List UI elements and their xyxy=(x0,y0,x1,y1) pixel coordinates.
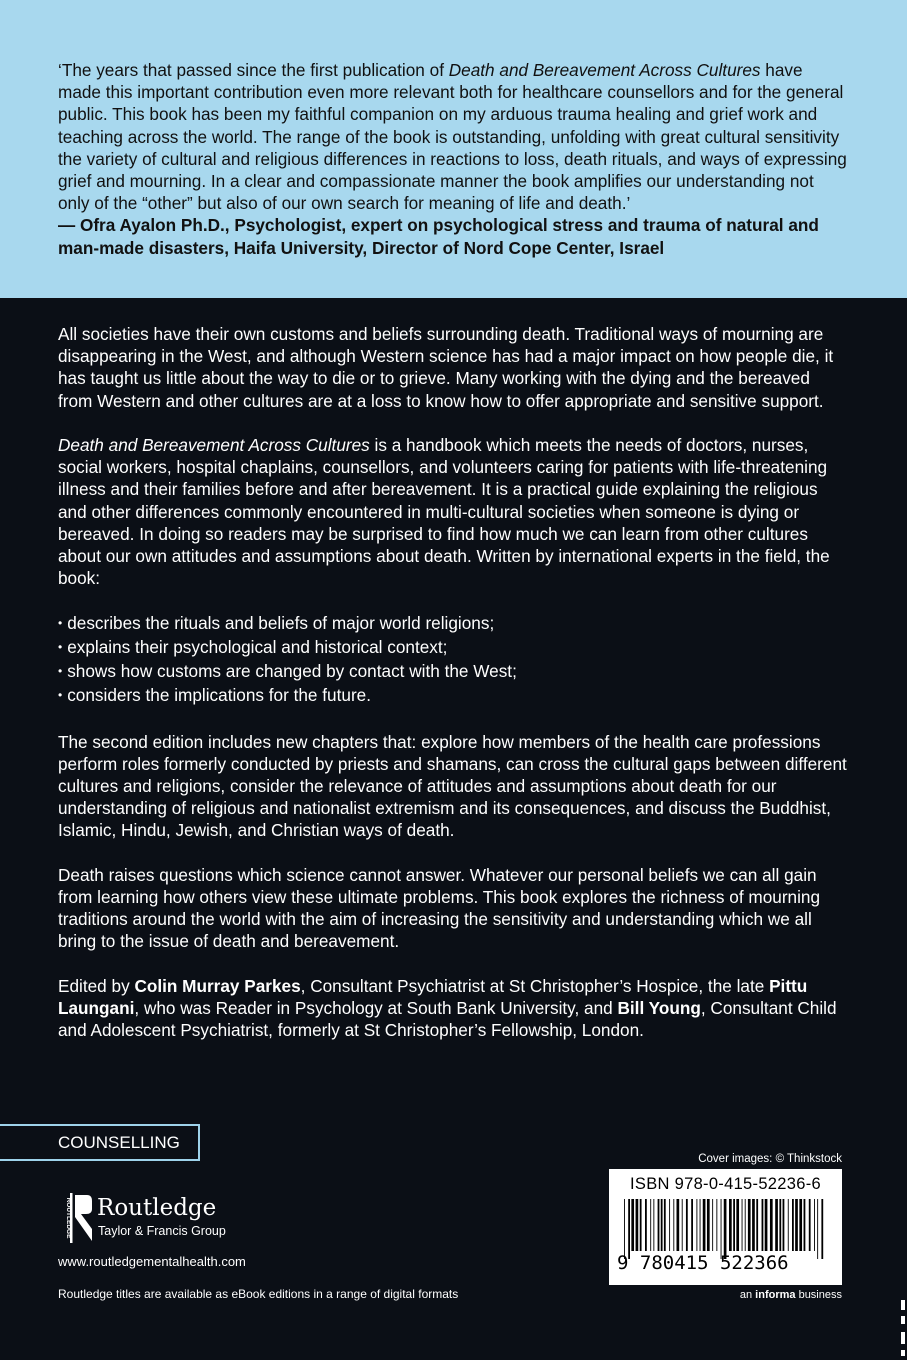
barcode-bar xyxy=(729,1199,732,1251)
vertical-wordmark: ROUTLEDGE xyxy=(65,1197,72,1239)
informa-business xyxy=(740,1289,842,1301)
routledge-logo-icon xyxy=(57,1193,93,1243)
barcode-bar xyxy=(696,1199,697,1251)
barcode-bar xyxy=(756,1199,758,1251)
barcode-bar xyxy=(658,1199,660,1251)
barcode-bar xyxy=(795,1199,798,1251)
editor-bio: , Consultant Psychiatrist at St Christopher’s Hospice, the late xyxy=(300,975,770,996)
list-item: • considers the implications for the future. xyxy=(58,684,848,708)
barcode-bar xyxy=(724,1199,727,1259)
category-label-box xyxy=(0,1124,200,1161)
editor-name: Pittu Laungani xyxy=(58,975,808,1019)
description-paragraph-2-body: is a handbook which meets the needs of doctors, nurses, social workers, hospital chaplains, counsellors, and volunteers caring for patients with life-threatening illness and their families before and after bereavement. It is a practical guide explaining the religious and other differences commonly encountered in multi-cultural societies when someone is dying or bereaved. In doing so readers may be surprised to find how much we can learn from other cultures about our own attitudes and assumptions about death. Written by international experts in the field, the book: xyxy=(58,435,830,589)
barcode-bar xyxy=(645,1199,647,1251)
description-paragraph-2 xyxy=(58,434,848,589)
ean-digits: 9 780415 522366 xyxy=(617,1252,789,1274)
publisher-group: Taylor & Francis Group xyxy=(98,1224,226,1238)
isbn-barcode xyxy=(609,1169,842,1285)
isbn-label: ISBN 978-0-415-52236-6 xyxy=(630,1175,821,1193)
publisher-logo xyxy=(57,1193,257,1243)
editor-name: Bill Young xyxy=(617,998,701,1019)
barcode-bar xyxy=(628,1199,630,1259)
barcode-bar xyxy=(664,1199,666,1251)
editor-name: Colin Murray Parkes xyxy=(134,975,301,996)
publisher-name: Routledge xyxy=(97,1195,217,1221)
publisher-website[interactable]: www.routledgementalhealth.com xyxy=(58,1254,246,1269)
book-description xyxy=(58,323,848,1064)
barcode-bar xyxy=(809,1199,811,1251)
editor-bio: , who was Reader in Psychology at South Bank University, and xyxy=(134,998,618,1019)
ebook-note: Routledge titles are available as eBook editions in a range of digital formats xyxy=(58,1287,459,1301)
list-item: • explains their psychological and historical context; xyxy=(58,636,848,660)
barcode-bar xyxy=(721,1199,722,1259)
barcode-bar xyxy=(677,1199,680,1251)
barcode-bar xyxy=(821,1199,823,1259)
barcode-bar xyxy=(736,1199,739,1251)
description-paragraph-4: Death raises questions which science cannot answer. Whatever our personal beliefs we can all gain from learning how others view these ultimate problems. This book explores the richness of mourning traditions around the world with the aim of increasing the sensitivity and understanding which we all bring to the issue of death and bereavement. xyxy=(58,864,821,952)
cover-credit: Cover images: © Thinkstock xyxy=(698,1153,842,1165)
informa-brand: informa xyxy=(755,1289,796,1301)
barcode-bar xyxy=(703,1199,706,1251)
editor-bio: , Consultant Child and Adolescent Psychiatrist, formerly at St Christopher’s Fellowship, London. xyxy=(58,998,837,1041)
list-item: • shows how customs are changed by contact with the West; xyxy=(58,660,848,684)
barcode-bar xyxy=(624,1199,625,1259)
barcode-bar xyxy=(700,1199,701,1251)
barcode-bar xyxy=(770,1199,773,1251)
quote-lead: ‘The years that passed since the first publication of xyxy=(58,60,449,80)
quote-band xyxy=(0,0,907,298)
barcode-bar xyxy=(792,1199,794,1251)
barcode-bar xyxy=(742,1199,743,1251)
barcode-bar xyxy=(669,1199,670,1251)
barcode-bar xyxy=(762,1199,764,1251)
barcode-bar xyxy=(783,1199,785,1251)
barcode-bar xyxy=(752,1199,755,1251)
barcode-bar xyxy=(804,1199,806,1251)
editors-prefix: Edited by xyxy=(58,975,135,996)
description-book-title: Death and Bereavement Across Cultures xyxy=(58,435,370,455)
spine-edge-marks xyxy=(899,1298,907,1360)
feature-list xyxy=(58,612,848,709)
barcode-bar xyxy=(682,1199,683,1251)
informa-suffix: business xyxy=(795,1289,842,1301)
editors-paragraph xyxy=(58,975,848,1042)
quote-body: have made this important contribution even more relevant both for healthcare counsellors and for the general public. This book has been my faithful companion on my arduous trauma healing and grief work and teaching across the world. The range of the book is outstanding, unfolding with great cultural sensitivity the variety of cultural and religious differences in reactions to loss, death rituals, and ways of expressing grief and mourning. In a clear and compassionate manner the book amplifies our understanding not only of the “other” but also of our own search for meaning of life and death.’ xyxy=(58,60,847,214)
list-item: • describes the rituals and beliefs of major world religions; xyxy=(58,612,848,636)
description-paragraph-1: All societies have their own customs and beliefs surrounding death. Traditional ways of mourning are disappearing in the West, and although Western science has had a major impact on how people die, it has taught us little about the way to die or to grieve. Many working with the dying and the bereaved from Western and other cultures are at a loss to know how to offer appropriate and sensitive support. xyxy=(58,324,834,411)
barcode-bar xyxy=(712,1199,713,1251)
barcode-bar xyxy=(707,1199,710,1251)
barcode-bar xyxy=(748,1199,751,1251)
barcode-bar xyxy=(733,1199,735,1251)
quote-attribution: — Ofra Ayalon Ph.D., Psychologist, expert on psychological stress and trauma of natural and man-made disasters, Haifa University, Director of Nord Cope Center, Israel xyxy=(58,215,819,258)
description-paragraph-3: The second edition includes new chapters that: explore how members of the health care professions perform roles formerly conducted by priests and shamans, can cross the cultural gaps between different cultures and religions, consider the relevance of attitudes and assumptions about death for our understanding of religious and nationalist extremism and its consequences, and discuss the Buddhist, Islamic, Hindu, Jewish, and Christian ways of death. xyxy=(58,731,847,841)
barcode-bar xyxy=(673,1199,674,1251)
quote-book-title: Death and Bereavement Across Cultures xyxy=(448,60,761,80)
barcode-bar xyxy=(716,1199,717,1251)
barcode-bar xyxy=(636,1199,639,1251)
barcode-bar xyxy=(653,1199,654,1251)
barcode-bar xyxy=(661,1199,663,1251)
barcode-bar xyxy=(691,1199,693,1251)
barcode-bar xyxy=(814,1199,815,1251)
barcode-bar xyxy=(640,1199,642,1251)
barcode-bar xyxy=(765,1199,768,1251)
barcode-bar xyxy=(631,1199,634,1251)
barcode-bar xyxy=(775,1199,778,1251)
barcode-bar xyxy=(788,1199,789,1251)
barcode-bar xyxy=(817,1199,818,1259)
informa-prefix: an xyxy=(739,1289,756,1301)
barcode-bar xyxy=(779,1199,781,1251)
barcode-bar xyxy=(686,1199,688,1251)
barcode-bar xyxy=(799,1199,802,1251)
barcode-icon xyxy=(622,1199,829,1259)
category-label: COUNSELLING xyxy=(58,1133,180,1152)
barcode-bar xyxy=(745,1199,746,1251)
endorsement-quote xyxy=(58,59,848,259)
barcode-bar xyxy=(650,1199,651,1251)
